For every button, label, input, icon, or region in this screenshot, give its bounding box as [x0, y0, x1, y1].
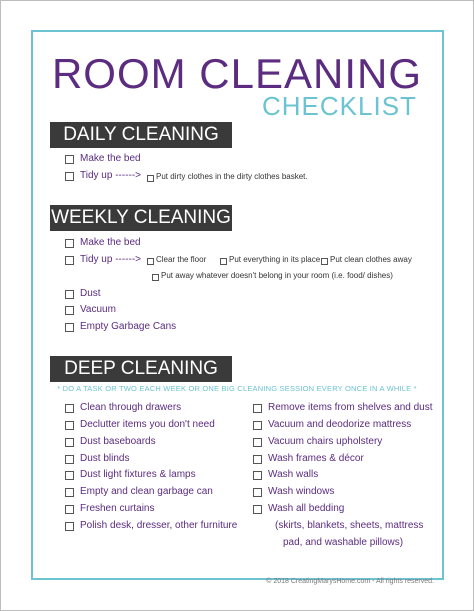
checkbox[interactable]	[253, 404, 262, 413]
deep-item: Dust baseboards	[80, 436, 156, 447]
checkbox[interactable]	[65, 455, 74, 464]
deep-item: Wash walls	[268, 469, 319, 480]
page-title: ROOM CLEANING	[51, 50, 423, 97]
weekly-item: Empty Garbage Cans	[80, 321, 177, 332]
sub-checkbox[interactable]	[147, 175, 154, 182]
checkbox[interactable]	[65, 239, 74, 248]
deep-item: Empty and clean garbage can	[80, 486, 213, 497]
checkbox[interactable]	[65, 256, 74, 265]
weekly-sub-item: Clear the floor	[156, 255, 207, 264]
checkbox[interactable]	[253, 455, 262, 464]
sub-checkbox[interactable]	[321, 258, 328, 265]
checkbox[interactable]	[65, 488, 74, 497]
deep-note: * DO A TASK OR TWO EACH WEEK OR ONE BIG CLEANING SESSION EVERY ONCE IN A WHILE *	[57, 384, 417, 393]
weekly-item: Vacuum	[80, 304, 116, 315]
daily-heading: DAILY CLEANING	[50, 122, 232, 148]
deep-item: Vacuum and deodorize mattress	[268, 419, 412, 430]
checkbox[interactable]	[65, 290, 74, 299]
deep-item: Vacuum chairs upholstery	[268, 436, 383, 447]
deep-item: Wash windows	[268, 486, 335, 497]
deep-item: Freshen curtains	[80, 503, 155, 514]
checkbox[interactable]	[65, 323, 74, 332]
deep-item: Dust blinds	[80, 453, 130, 464]
deep-item: Dust light fixtures & lamps	[80, 469, 196, 480]
deep-item: Clean through drawers	[80, 402, 182, 413]
copyright-footer: © 2018 CreatingMarysHome.com - All rights reserved.	[266, 578, 434, 585]
deep-item: Wash frames & décor	[268, 453, 364, 464]
page-subtitle: CHECKLIST	[262, 91, 417, 121]
checkbox[interactable]	[253, 505, 262, 514]
checkbox[interactable]	[253, 488, 262, 497]
daily-sub-item: Put dirty clothes in the dirty clothes basket.	[156, 172, 308, 181]
sub-checkbox[interactable]	[152, 274, 159, 281]
weekly-item: Tidy up ------>	[80, 254, 142, 265]
weekly-item: Dust	[80, 288, 101, 299]
daily-item: Make the bed	[80, 153, 141, 164]
weekly-item: Make the bed	[80, 237, 141, 248]
checkbox[interactable]	[65, 421, 74, 430]
checkbox[interactable]	[65, 438, 74, 447]
checkbox[interactable]	[65, 505, 74, 514]
deep-item: Remove items from shelves and dust	[268, 402, 433, 413]
weekly-sub-item: Put everything in its place	[229, 255, 321, 264]
checkbox[interactable]	[65, 404, 74, 413]
sub-checkbox[interactable]	[147, 258, 154, 265]
weekly-sub-item: Put away whatever doesn't belong in your room (i.e. food/ dishes)	[161, 271, 393, 280]
sub-checkbox[interactable]	[220, 258, 227, 265]
bedding-detail: pad, and washable pillows)	[283, 537, 404, 548]
checkbox[interactable]	[65, 306, 74, 315]
daily-item: Tidy up ------>	[80, 170, 142, 181]
checkbox[interactable]	[253, 438, 262, 447]
checkbox[interactable]	[253, 421, 262, 430]
weekly-sub-item: Put clean clothes away	[330, 255, 412, 264]
checkbox[interactable]	[253, 471, 262, 480]
weekly-heading: WEEKLY CLEANING	[50, 205, 232, 231]
deep-item: Declutter items you don't need	[80, 419, 215, 430]
bedding-detail: (skirts, blankets, sheets, mattress	[275, 520, 424, 531]
checkbox[interactable]	[65, 471, 74, 480]
checkbox[interactable]	[65, 522, 74, 531]
deep-heading: DEEP CLEANING	[50, 356, 232, 382]
checkbox[interactable]	[65, 155, 74, 164]
deep-item: Polish desk, dresser, other furniture	[80, 520, 238, 531]
checkbox[interactable]	[65, 172, 74, 181]
deep-item: Wash all bedding	[268, 503, 345, 514]
